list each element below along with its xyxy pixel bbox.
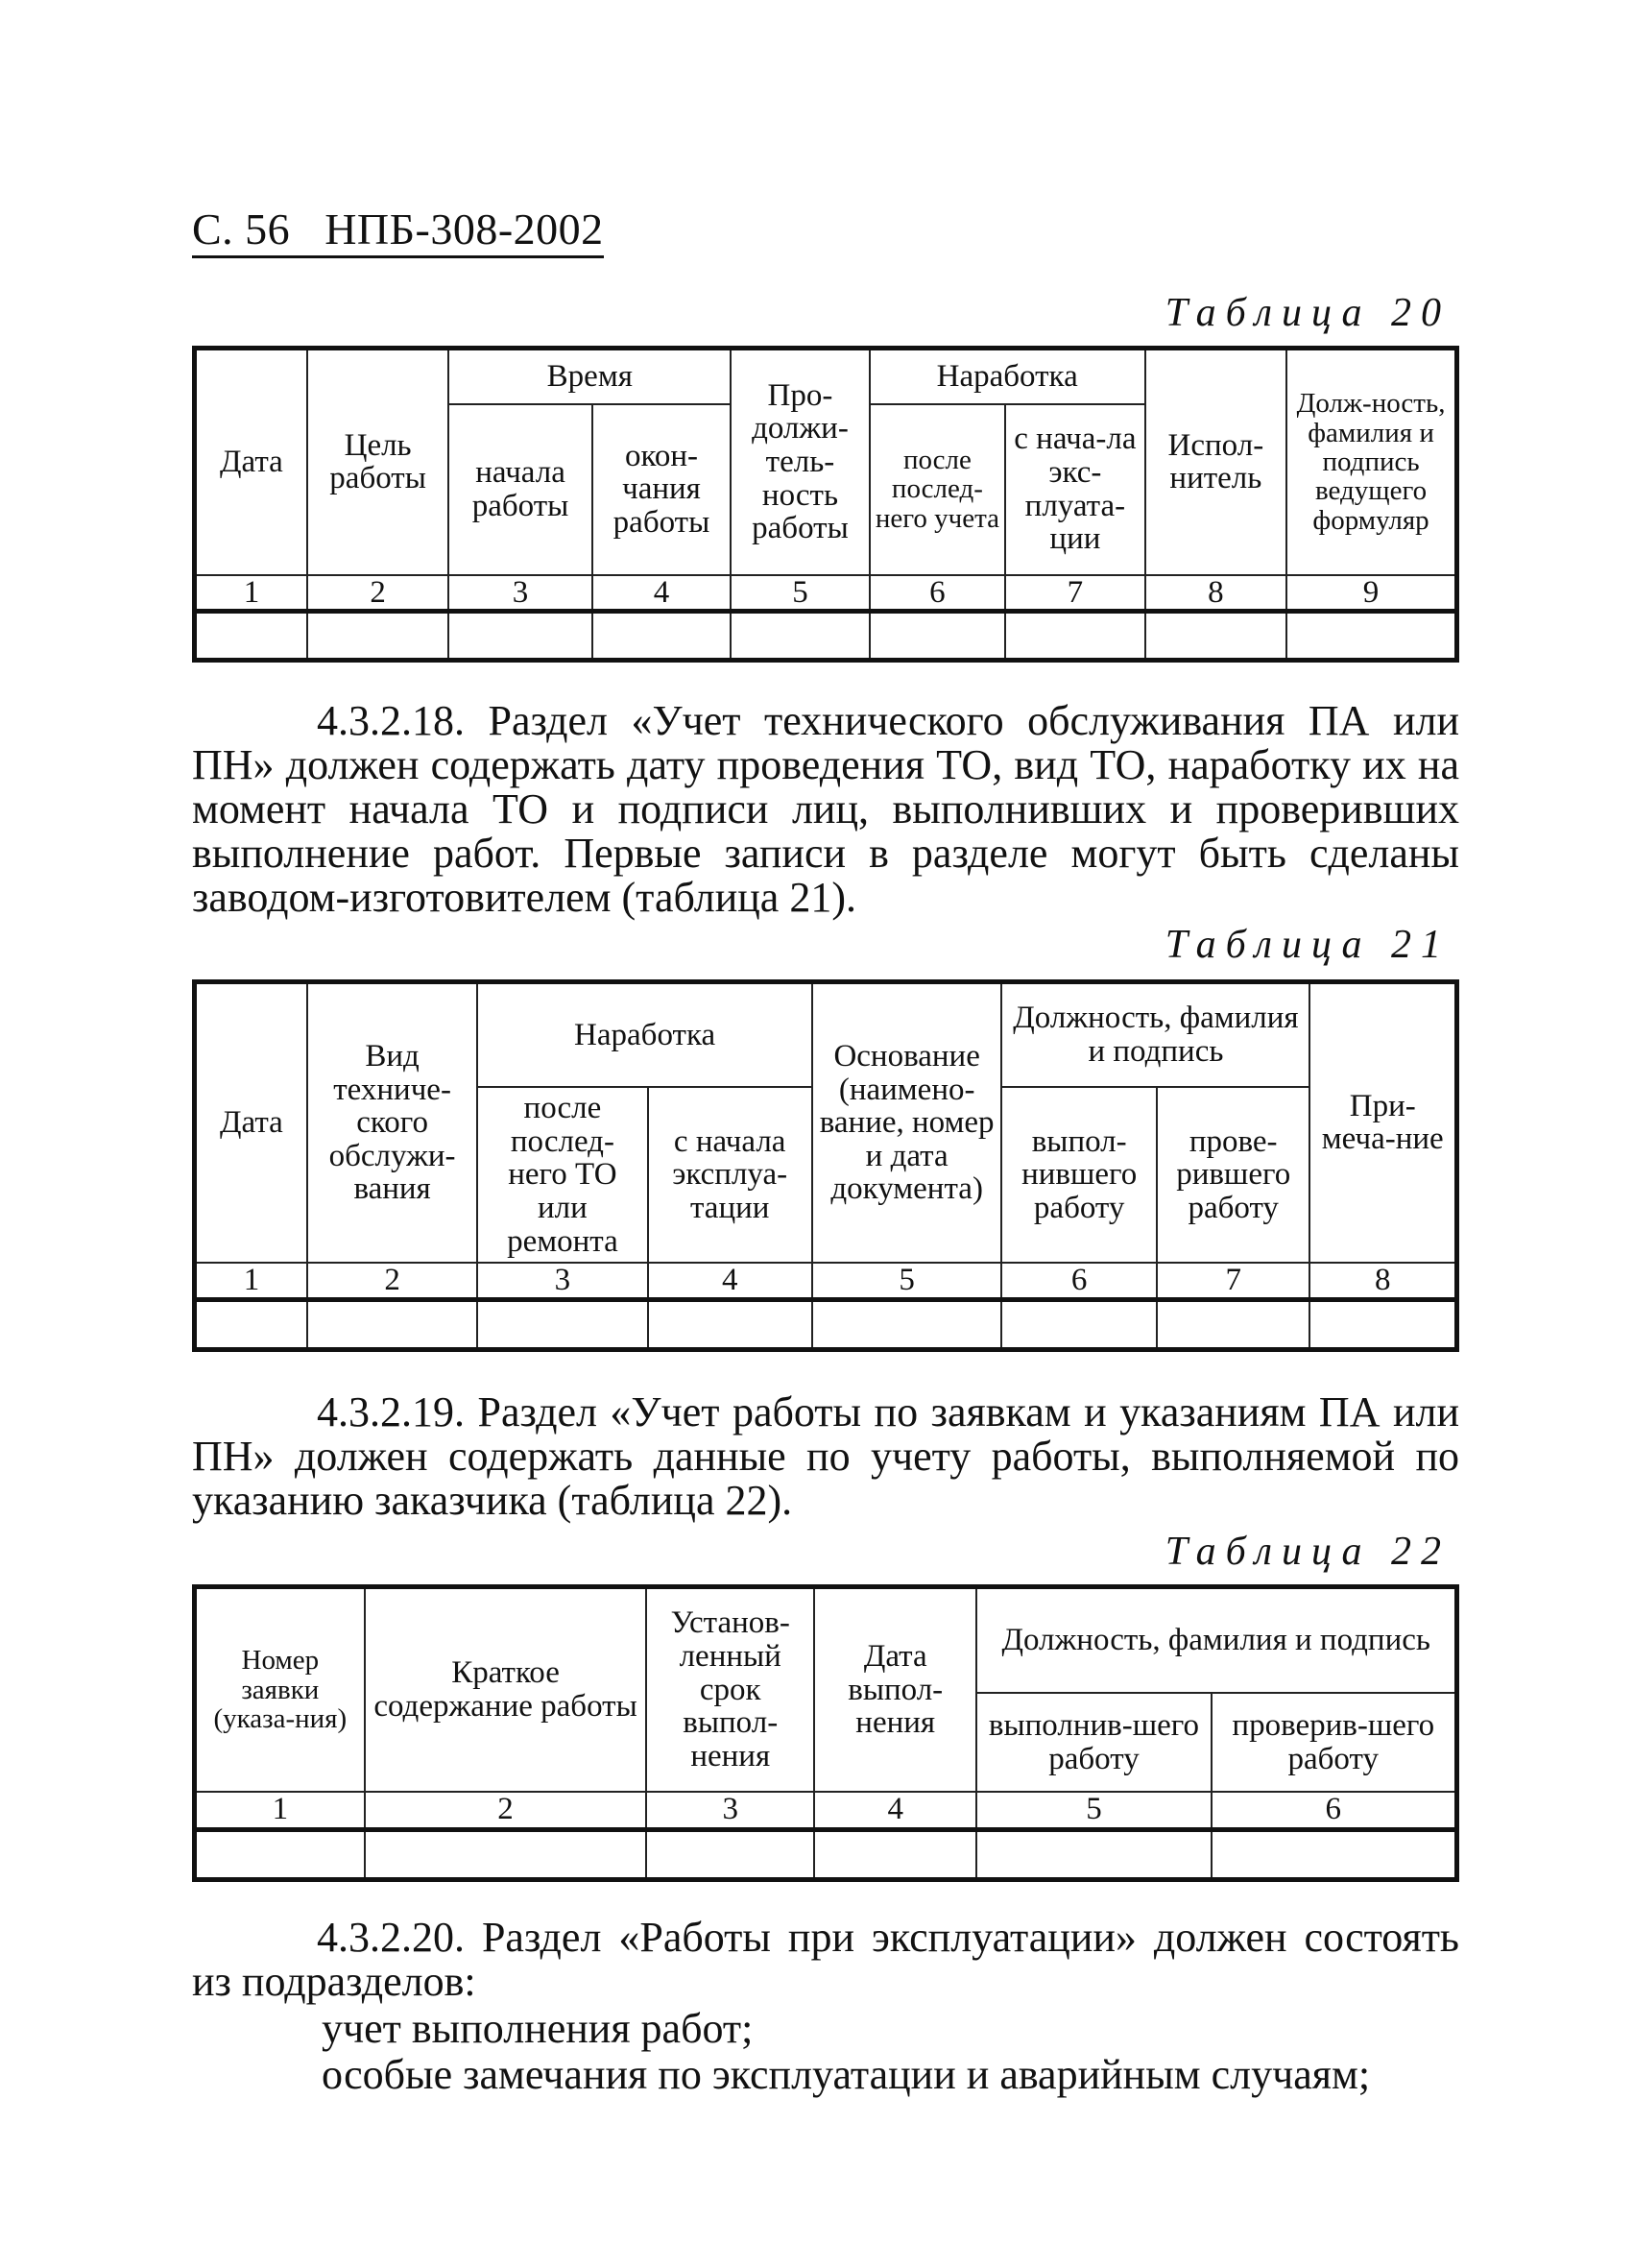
blank-row <box>195 612 1457 661</box>
col-summary: Краткое содержание работы <box>365 1587 647 1792</box>
table-21 <box>192 979 1459 1352</box>
paragraph-4-3-2-20: 4.3.2.20. Раздел «Работы при эксплуатации» должен состоять из подразделов: <box>192 1914 1459 2005</box>
col-number: 3 <box>477 1263 647 1300</box>
table-21-caption: Таблица 21 <box>1165 923 1451 967</box>
col-number: 4 <box>814 1792 976 1829</box>
paragraph-4-3-2-19: 4.3.2.19. Раздел «Учет работы по заявкам и указаниям ПА или ПН» должен содержать данные по учету работы, выполняемой по указанию заказчика (таблица 22). <box>192 1388 1459 1524</box>
col-time-end: окон-чания работы <box>592 404 731 575</box>
col-number: 2 <box>307 575 448 612</box>
col-done-date: Дата выпол-нения <box>814 1587 976 1792</box>
col-runtime: Наработка <box>870 349 1145 404</box>
col-time: Время <box>448 349 731 404</box>
col-kind: Вид техниче-ского обслужи-вания <box>307 982 477 1263</box>
table-20-caption: Таблица 20 <box>1165 291 1451 335</box>
col-number: 8 <box>1145 575 1286 612</box>
col-performed: выпол-нившего работу <box>1001 1087 1157 1263</box>
col-number: 2 <box>365 1792 647 1829</box>
col-number: 6 <box>1001 1263 1157 1300</box>
table-22 <box>192 1584 1459 1882</box>
document-code: НПБ-308-2002 <box>324 205 604 253</box>
number-row <box>195 575 1457 612</box>
col-purpose: Цель работы <box>307 349 448 575</box>
col-note: При-меча-ние <box>1309 982 1456 1263</box>
col-request-no: Номер заявки (указа-ния) <box>195 1587 365 1792</box>
col-position: Должность, фамилия и подпись <box>976 1587 1456 1694</box>
col-deadline: Установ-ленный срок выпол-нения <box>646 1587 814 1792</box>
col-number: 3 <box>646 1792 814 1829</box>
list-item: особые замечания по эксплуатации и аварийным случаям; <box>322 2051 1371 2098</box>
col-runtime: Наработка <box>477 982 812 1088</box>
col-number: 1 <box>195 575 307 612</box>
col-number: 9 <box>1286 575 1456 612</box>
number-row <box>195 1792 1457 1829</box>
list-item: учет выполнения работ; <box>322 2005 754 2052</box>
col-time-start: начала работы <box>448 404 591 575</box>
col-number: 2 <box>307 1263 477 1300</box>
col-date: Дата <box>195 982 307 1263</box>
col-number: 7 <box>1005 575 1145 612</box>
col-runtime-since: с нача-ла экс-плуата-ции <box>1005 404 1145 575</box>
col-number: 1 <box>195 1263 307 1300</box>
col-basis: Основание (наимено-вание, номер и дата документа) <box>812 982 1002 1263</box>
col-date: Дата <box>195 349 307 575</box>
col-checked: проверив-шего работу <box>1212 1693 1457 1792</box>
col-runtime-after: после послед-него ТО или ремонта <box>477 1087 647 1263</box>
paragraph-4-3-2-18: 4.3.2.18. Раздел «Учет технического обслуживания ПА или ПН» должен содержать дату проведения ТО, вид ТО, наработку их на момент начала ТО и подписи лиц, выполнивших и проверивших выполнение работ. Первые записи в разделе могут быть сделаны заводом-изготовителем (таблица 21). <box>192 697 1459 921</box>
blank-row <box>195 1300 1457 1350</box>
col-number: 7 <box>1157 1263 1310 1300</box>
col-number: 4 <box>648 1263 812 1300</box>
col-number: 4 <box>592 575 731 612</box>
table-20 <box>192 346 1459 663</box>
col-executor: Испол-нитель <box>1145 349 1286 575</box>
number-row <box>195 1263 1457 1300</box>
col-number: 3 <box>448 575 591 612</box>
col-number: 5 <box>731 575 869 612</box>
blank-row <box>195 1829 1457 1879</box>
table-22-caption: Таблица 22 <box>1165 1530 1451 1574</box>
col-position: Должность, фамилия и подпись <box>1001 982 1309 1088</box>
page-header <box>192 204 604 258</box>
col-performed: выполнив-шего работу <box>976 1693 1211 1792</box>
col-number: 5 <box>812 1263 1002 1300</box>
col-duration: Про-должи-тель-ность работы <box>731 349 869 575</box>
col-number: 5 <box>976 1792 1211 1829</box>
col-runtime-after: после послед-него учета <box>870 404 1005 575</box>
col-number: 1 <box>195 1792 365 1829</box>
col-number: 6 <box>1212 1792 1457 1829</box>
col-position: Долж-ность, фамилия и подпись ведущего формуляр <box>1286 349 1456 575</box>
col-runtime-since: с начала эксплуа-тации <box>648 1087 812 1263</box>
col-checked: прове-рившего работу <box>1157 1087 1310 1263</box>
col-number: 6 <box>870 575 1005 612</box>
page-number: С. 56 <box>192 205 291 253</box>
col-number: 8 <box>1309 1263 1456 1300</box>
